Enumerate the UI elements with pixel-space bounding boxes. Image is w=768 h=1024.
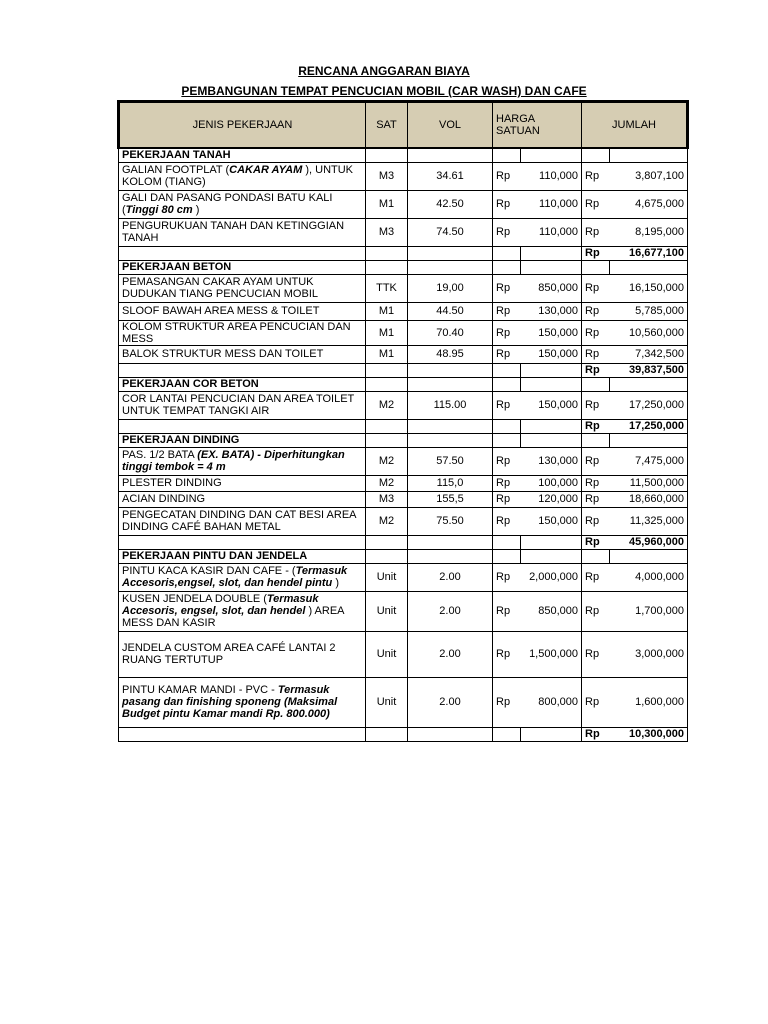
item-description-text: PLESTER DINDING: [122, 477, 222, 489]
item-description-text: GALI DAN PASANG PONDASI BATU KALI (: [122, 192, 333, 216]
item-unit-price: 130,000: [521, 302, 582, 320]
section-subtotal: 10,300,000: [610, 727, 688, 741]
item-total: 11,325,000: [610, 507, 688, 535]
table-row: [119, 591, 688, 631]
empty-cell: [521, 419, 582, 433]
subtotal-row: [119, 727, 688, 741]
empty-cell: [493, 549, 521, 563]
empty-cell: [493, 433, 521, 447]
item-description: [119, 218, 366, 246]
price-currency: Rp: [493, 563, 521, 591]
empty-cell: [521, 535, 582, 549]
section-name: PEKERJAAN TANAH: [119, 148, 366, 162]
empty-cell: [582, 433, 610, 447]
item-volume: 2.00: [408, 631, 493, 677]
item-description: [119, 302, 366, 320]
item-volume: 2.00: [408, 563, 493, 591]
table-row: [119, 447, 688, 475]
empty-cell: [610, 148, 688, 162]
item-unit: Unit: [366, 631, 408, 677]
empty-cell: [521, 377, 582, 391]
section-header-row: [119, 260, 688, 274]
table-row: [119, 563, 688, 591]
item-volume: 2.00: [408, 591, 493, 631]
empty-cell: [119, 727, 366, 741]
item-volume: 48.95: [408, 345, 493, 363]
empty-cell: [610, 260, 688, 274]
empty-cell: [366, 246, 408, 260]
empty-cell: [119, 535, 366, 549]
empty-cell: [408, 246, 493, 260]
item-description-text: KUSEN JENDELA DOUBLE (: [122, 593, 267, 605]
empty-cell: [366, 419, 408, 433]
item-description-emphasis: Termasuk Accesoris, engsel, slot, dan hendel: [122, 593, 319, 617]
price-currency: Rp: [493, 475, 521, 491]
empty-cell: [521, 433, 582, 447]
empty-cell: [493, 363, 521, 377]
empty-cell: [366, 535, 408, 549]
table-row: [119, 320, 688, 345]
item-description-text: PINTU KAMAR MANDI - PVC -: [122, 684, 278, 696]
empty-cell: [408, 549, 493, 563]
empty-cell: [582, 148, 610, 162]
empty-cell: [610, 433, 688, 447]
item-description: [119, 677, 366, 727]
empty-cell: [408, 377, 493, 391]
item-unit-price: 130,000: [521, 447, 582, 475]
item-unit: M1: [366, 302, 408, 320]
item-description: [119, 563, 366, 591]
item-description-text: PAS. 1/2 BATA: [122, 449, 198, 461]
section-name: PEKERJAAN COR BETON: [119, 377, 366, 391]
empty-cell: [582, 549, 610, 563]
item-unit: M1: [366, 190, 408, 218]
price-currency: Rp: [493, 391, 521, 419]
empty-cell: [408, 433, 493, 447]
empty-cell: [521, 549, 582, 563]
empty-cell: [493, 246, 521, 260]
item-total: 5,785,000: [610, 302, 688, 320]
item-description-text: COR LANTAI PENCUCIAN DAN AREA TOILET UNTUK TEMPAT TANGKI AIR: [122, 393, 355, 417]
item-description-text: GALIAN FOOTPLAT (: [122, 164, 230, 176]
item-volume: 115.00: [408, 391, 493, 419]
item-unit-price: 850,000: [521, 591, 582, 631]
section-header-row: [119, 549, 688, 563]
subtotal-currency: Rp: [582, 535, 610, 549]
item-description: [119, 274, 366, 302]
item-unit: M3: [366, 491, 408, 507]
total-currency: Rp: [582, 475, 610, 491]
item-total: 16,150,000: [610, 274, 688, 302]
table-row: [119, 507, 688, 535]
item-description-text: PEMASANGAN CAKAR AYAM UNTUK DUDUKAN TIANG PENCUCIAN MOBIL: [122, 276, 318, 300]
header-vol: VOL: [408, 102, 493, 149]
item-description: [119, 320, 366, 345]
empty-cell: [582, 377, 610, 391]
total-currency: Rp: [582, 320, 610, 345]
total-currency: Rp: [582, 677, 610, 727]
table-row: [119, 302, 688, 320]
item-description: [119, 507, 366, 535]
empty-cell: [582, 260, 610, 274]
empty-cell: [493, 535, 521, 549]
section-subtotal: 45,960,000: [610, 535, 688, 549]
budget-table: [117, 100, 689, 742]
item-total: 3,000,000: [610, 631, 688, 677]
item-unit: M2: [366, 391, 408, 419]
subtotal-row: [119, 246, 688, 260]
item-description: [119, 190, 366, 218]
item-total: 17,250,000: [610, 391, 688, 419]
item-volume: 19,00: [408, 274, 493, 302]
empty-cell: [408, 535, 493, 549]
empty-cell: [408, 419, 493, 433]
item-volume: 2.00: [408, 677, 493, 727]
section-header-row: [119, 148, 688, 162]
item-unit: M2: [366, 507, 408, 535]
empty-cell: [610, 549, 688, 563]
item-unit-price: 150,000: [521, 320, 582, 345]
item-unit-price: 2,000,000: [521, 563, 582, 591]
item-unit-price: 1,500,000: [521, 631, 582, 677]
item-unit: M2: [366, 475, 408, 491]
total-currency: Rp: [582, 563, 610, 591]
empty-cell: [521, 148, 582, 162]
item-total: 7,342,500: [610, 345, 688, 363]
item-unit-price: 800,000: [521, 677, 582, 727]
empty-cell: [408, 260, 493, 274]
price-currency: Rp: [493, 631, 521, 677]
empty-cell: [366, 727, 408, 741]
document-subtitle: PEMBANGUNAN TEMPAT PENCUCIAN MOBIL (CAR WASH) DAN CAFE: [181, 84, 587, 98]
section-name: PEKERJAAN BETON: [119, 260, 366, 274]
subtotal-currency: Rp: [582, 727, 610, 741]
empty-cell: [408, 363, 493, 377]
item-description: [119, 475, 366, 491]
table-row: [119, 274, 688, 302]
empty-cell: [493, 377, 521, 391]
table-body: [119, 148, 688, 741]
price-currency: Rp: [493, 591, 521, 631]
section-name: PEKERJAAN DINDING: [119, 433, 366, 447]
empty-cell: [521, 246, 582, 260]
total-currency: Rp: [582, 162, 610, 190]
total-currency: Rp: [582, 591, 610, 631]
item-total: 4,675,000: [610, 190, 688, 218]
section-name: PEKERJAAN PINTU DAN JENDELA: [119, 549, 366, 563]
item-total: 11,500,000: [610, 475, 688, 491]
table-row: [119, 475, 688, 491]
item-unit: M1: [366, 320, 408, 345]
item-description-text: PENGURUKUAN TANAH DAN KETINGGIAN TANAH: [122, 220, 345, 244]
item-description-text: ACIAN DINDING: [122, 493, 206, 505]
empty-cell: [521, 727, 582, 741]
item-total: 7,475,000: [610, 447, 688, 475]
price-currency: Rp: [493, 491, 521, 507]
subtotal-row: [119, 419, 688, 433]
total-currency: Rp: [582, 345, 610, 363]
empty-cell: [366, 148, 408, 162]
item-total: 10,560,000: [610, 320, 688, 345]
table-row: [119, 218, 688, 246]
subtotal-currency: Rp: [582, 246, 610, 260]
item-unit-price: 120,000: [521, 491, 582, 507]
empty-cell: [493, 419, 521, 433]
item-volume: 44.50: [408, 302, 493, 320]
price-currency: Rp: [493, 274, 521, 302]
item-description-text: PENGECATAN DINDING DAN CAT BESI AREA DINDING CAFÉ BAHAN METAL: [122, 509, 356, 533]
section-subtotal: 39,837,500: [610, 363, 688, 377]
subtotal-row: [119, 363, 688, 377]
table-row: [119, 190, 688, 218]
table-row: [119, 162, 688, 190]
empty-cell: [610, 377, 688, 391]
empty-cell: [408, 148, 493, 162]
item-description-emphasis: CAKAR AYAM: [229, 164, 303, 176]
price-currency: Rp: [493, 507, 521, 535]
empty-cell: [119, 419, 366, 433]
item-unit: Unit: [366, 563, 408, 591]
item-description: [119, 162, 366, 190]
empty-cell: [521, 260, 582, 274]
item-total: 1,700,000: [610, 591, 688, 631]
item-unit: M3: [366, 162, 408, 190]
subtotal-currency: Rp: [582, 363, 610, 377]
item-unit: TTK: [366, 274, 408, 302]
item-description: [119, 491, 366, 507]
section-header-row: [119, 377, 688, 391]
item-description: [119, 631, 366, 677]
item-unit-price: 150,000: [521, 507, 582, 535]
item-description-emphasis: Tinggi 80 cm: [125, 204, 193, 216]
item-volume: 34.61: [408, 162, 493, 190]
price-currency: Rp: [493, 677, 521, 727]
item-unit-price: 110,000: [521, 218, 582, 246]
item-description-text: KOLOM STRUKTUR AREA PENCUCIAN DAN MESS: [122, 320, 351, 345]
item-unit-price: 150,000: [521, 391, 582, 419]
item-description-text: SLOOF BAWAH AREA MESS & TOILET: [122, 305, 320, 317]
item-description-text: JENDELA CUSTOM AREA CAFÉ LANTAI 2 RUANG TERTUTUP: [122, 642, 336, 666]
total-currency: Rp: [582, 274, 610, 302]
section-subtotal: 17,250,000: [610, 419, 688, 433]
item-description: [119, 591, 366, 631]
item-unit-price: 110,000: [521, 162, 582, 190]
subtotal-currency: Rp: [582, 419, 610, 433]
price-currency: Rp: [493, 320, 521, 345]
item-description-emphasis: (EX. BATA) - Diperhitungkan tinggi tembok = 4 m: [122, 449, 345, 473]
empty-cell: [119, 363, 366, 377]
item-description-suffix: ): [192, 204, 200, 216]
item-volume: 155,5: [408, 491, 493, 507]
price-currency: Rp: [493, 345, 521, 363]
item-unit: M1: [366, 345, 408, 363]
item-volume: 74.50: [408, 218, 493, 246]
item-description: [119, 447, 366, 475]
total-currency: Rp: [582, 491, 610, 507]
total-currency: Rp: [582, 190, 610, 218]
item-volume: 75.50: [408, 507, 493, 535]
empty-cell: [493, 260, 521, 274]
total-currency: Rp: [582, 507, 610, 535]
price-currency: Rp: [493, 162, 521, 190]
item-description: [119, 391, 366, 419]
item-unit-price: 110,000: [521, 190, 582, 218]
subtotal-row: [119, 535, 688, 549]
item-volume: 115,0: [408, 475, 493, 491]
total-currency: Rp: [582, 391, 610, 419]
total-currency: Rp: [582, 302, 610, 320]
item-total: 3,807,100: [610, 162, 688, 190]
empty-cell: [366, 260, 408, 274]
header-jumlah: JUMLAH: [582, 102, 688, 149]
header-harga: HARGA SATUAN: [493, 102, 582, 149]
item-description-text: BALOK STRUKTUR MESS DAN TOILET: [122, 348, 324, 360]
document-title: RENCANA ANGGARAN BIAYA: [298, 64, 470, 78]
item-total: 4,000,000: [610, 563, 688, 591]
empty-cell: [493, 727, 521, 741]
table-row: [119, 391, 688, 419]
empty-cell: [366, 433, 408, 447]
empty-cell: [366, 549, 408, 563]
item-total: 8,195,000: [610, 218, 688, 246]
table-row: [119, 345, 688, 363]
price-currency: Rp: [493, 447, 521, 475]
table-row: [119, 491, 688, 507]
empty-cell: [521, 363, 582, 377]
total-currency: Rp: [582, 447, 610, 475]
empty-cell: [408, 727, 493, 741]
item-unit-price: 150,000: [521, 345, 582, 363]
empty-cell: [366, 377, 408, 391]
table-row: [119, 631, 688, 677]
table-header-row: [119, 102, 688, 149]
item-unit-price: 100,000: [521, 475, 582, 491]
item-unit: Unit: [366, 591, 408, 631]
header-jenis: JENIS PEKERJAAN: [119, 102, 366, 149]
item-unit: Unit: [366, 677, 408, 727]
item-total: 18,660,000: [610, 491, 688, 507]
item-volume: 57.50: [408, 447, 493, 475]
section-subtotal: 16,677,100: [610, 246, 688, 260]
item-description-suffix: ), UNTUK KOLOM (TIANG): [122, 164, 354, 188]
price-currency: Rp: [493, 302, 521, 320]
item-unit: M3: [366, 218, 408, 246]
item-unit: M2: [366, 447, 408, 475]
item-total: 1,600,000: [610, 677, 688, 727]
price-currency: Rp: [493, 218, 521, 246]
price-currency: Rp: [493, 190, 521, 218]
item-description: [119, 345, 366, 363]
table-row: [119, 677, 688, 727]
item-unit-price: 850,000: [521, 274, 582, 302]
total-currency: Rp: [582, 631, 610, 677]
item-description-emphasis: Termasuk Accesoris,engsel, slot, dan hendel pintu: [122, 565, 348, 589]
total-currency: Rp: [582, 218, 610, 246]
header-sat: SAT: [366, 102, 408, 149]
item-description-suffix: ) AREA MESS DAN KASIR: [122, 605, 344, 629]
item-volume: 42.50: [408, 190, 493, 218]
item-description-emphasis: Termasuk pasang dan finishing sponeng (Maksimal Budget pintu Kamar mandi Rp. 800.000): [122, 684, 338, 720]
empty-cell: [119, 246, 366, 260]
item-description-suffix: ): [332, 577, 340, 589]
item-volume: 70.40: [408, 320, 493, 345]
item-description-text: PINTU KACA KASIR DAN CAFE - (: [122, 565, 296, 577]
empty-cell: [493, 148, 521, 162]
empty-cell: [366, 363, 408, 377]
section-header-row: [119, 433, 688, 447]
